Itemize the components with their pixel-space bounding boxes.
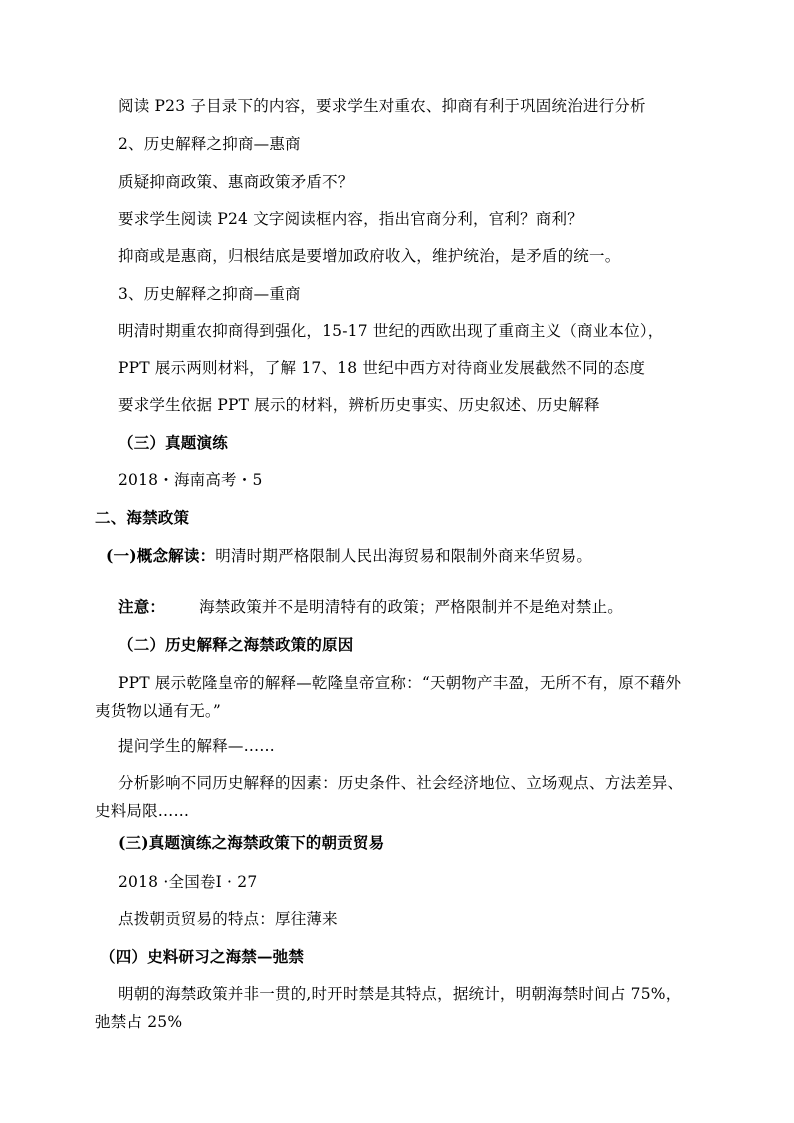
- subheading: 2、历史解释之抑商—惠商: [118, 135, 301, 153]
- paragraph-line: 阅读 P23 子目录下的内容，要求学生对重农、抑商有利于巩固统治进行分析: [118, 97, 646, 115]
- note-label: 注意：: [118, 597, 166, 616]
- section-heading: (三)真题演练之海禁政策下的朝贡贸易: [118, 833, 385, 852]
- note-line: [118, 596, 623, 618]
- section-heading: （二）历史解释之海禁政策的原因: [118, 635, 354, 654]
- paragraph: 分析影响不同历史解释的因素：历史条件、社会经济地位、立场观点、方法差异、史料局限……: [95, 774, 684, 820]
- paragraph-line: 点拨朝贡贸易的特点：厚往薄来: [118, 910, 338, 928]
- concept-line: [106, 545, 592, 567]
- paragraph-line: PPT 展示两则材料，了解 17、18 世纪中西方对待商业发展截然不同的态度: [118, 359, 646, 377]
- paragraph: PPT 展示乾隆皇帝的解释—乾隆皇帝宣称：“天朝物产丰盈，无所不有，原不藉外夷货物以通有无。”: [95, 674, 682, 720]
- section-heading: （三）真题演练: [118, 433, 228, 452]
- paragraph-line: 要求学生依据 PPT 展示的材料，辨析历史事实、历史叙述、历史解释: [118, 396, 600, 414]
- section-heading: 二、海禁政策: [95, 508, 190, 527]
- paragraph-line: 提问学生的解释—……: [118, 737, 276, 755]
- paragraph-line: 2018・海南高考・5: [118, 471, 263, 489]
- paragraph-line: 明清时期重农抑商得到强化，15-17 世纪的西欧出现了重商主义（商业本位），: [118, 322, 664, 340]
- subheading: 3、历史解释之抑商—重商: [118, 285, 301, 303]
- section-heading: （四）史料研习之海禁—弛禁: [100, 947, 305, 966]
- paragraph-line: 要求学生阅读 P24 文字阅读框内容，指出官商分利，官利？商利？: [118, 210, 583, 228]
- paragraph-line: 质疑抑商政策、惠商政策矛盾不？: [118, 173, 354, 191]
- note-text: 海禁政策并不是明清特有的政策；严格限制并不是绝对禁止。: [199, 598, 624, 616]
- concept-label: (一)概念解读：: [106, 546, 216, 565]
- paragraph-line: 2018 ·全国卷Ⅰ · 27: [118, 873, 258, 891]
- concept-text: 明清时期严格限制人民出海贸易和限制外商来华贸易。: [215, 547, 593, 565]
- paragraph: 明朝的海禁政策并非一贯的,时开时禁是其特点，据统计，明朝海禁时间占 75%，弛禁占 25%: [95, 985, 682, 1031]
- paragraph-line: 抑商或是惠商，归根结底是要增加政府收入，维护统治，是矛盾的统一。: [118, 247, 621, 265]
